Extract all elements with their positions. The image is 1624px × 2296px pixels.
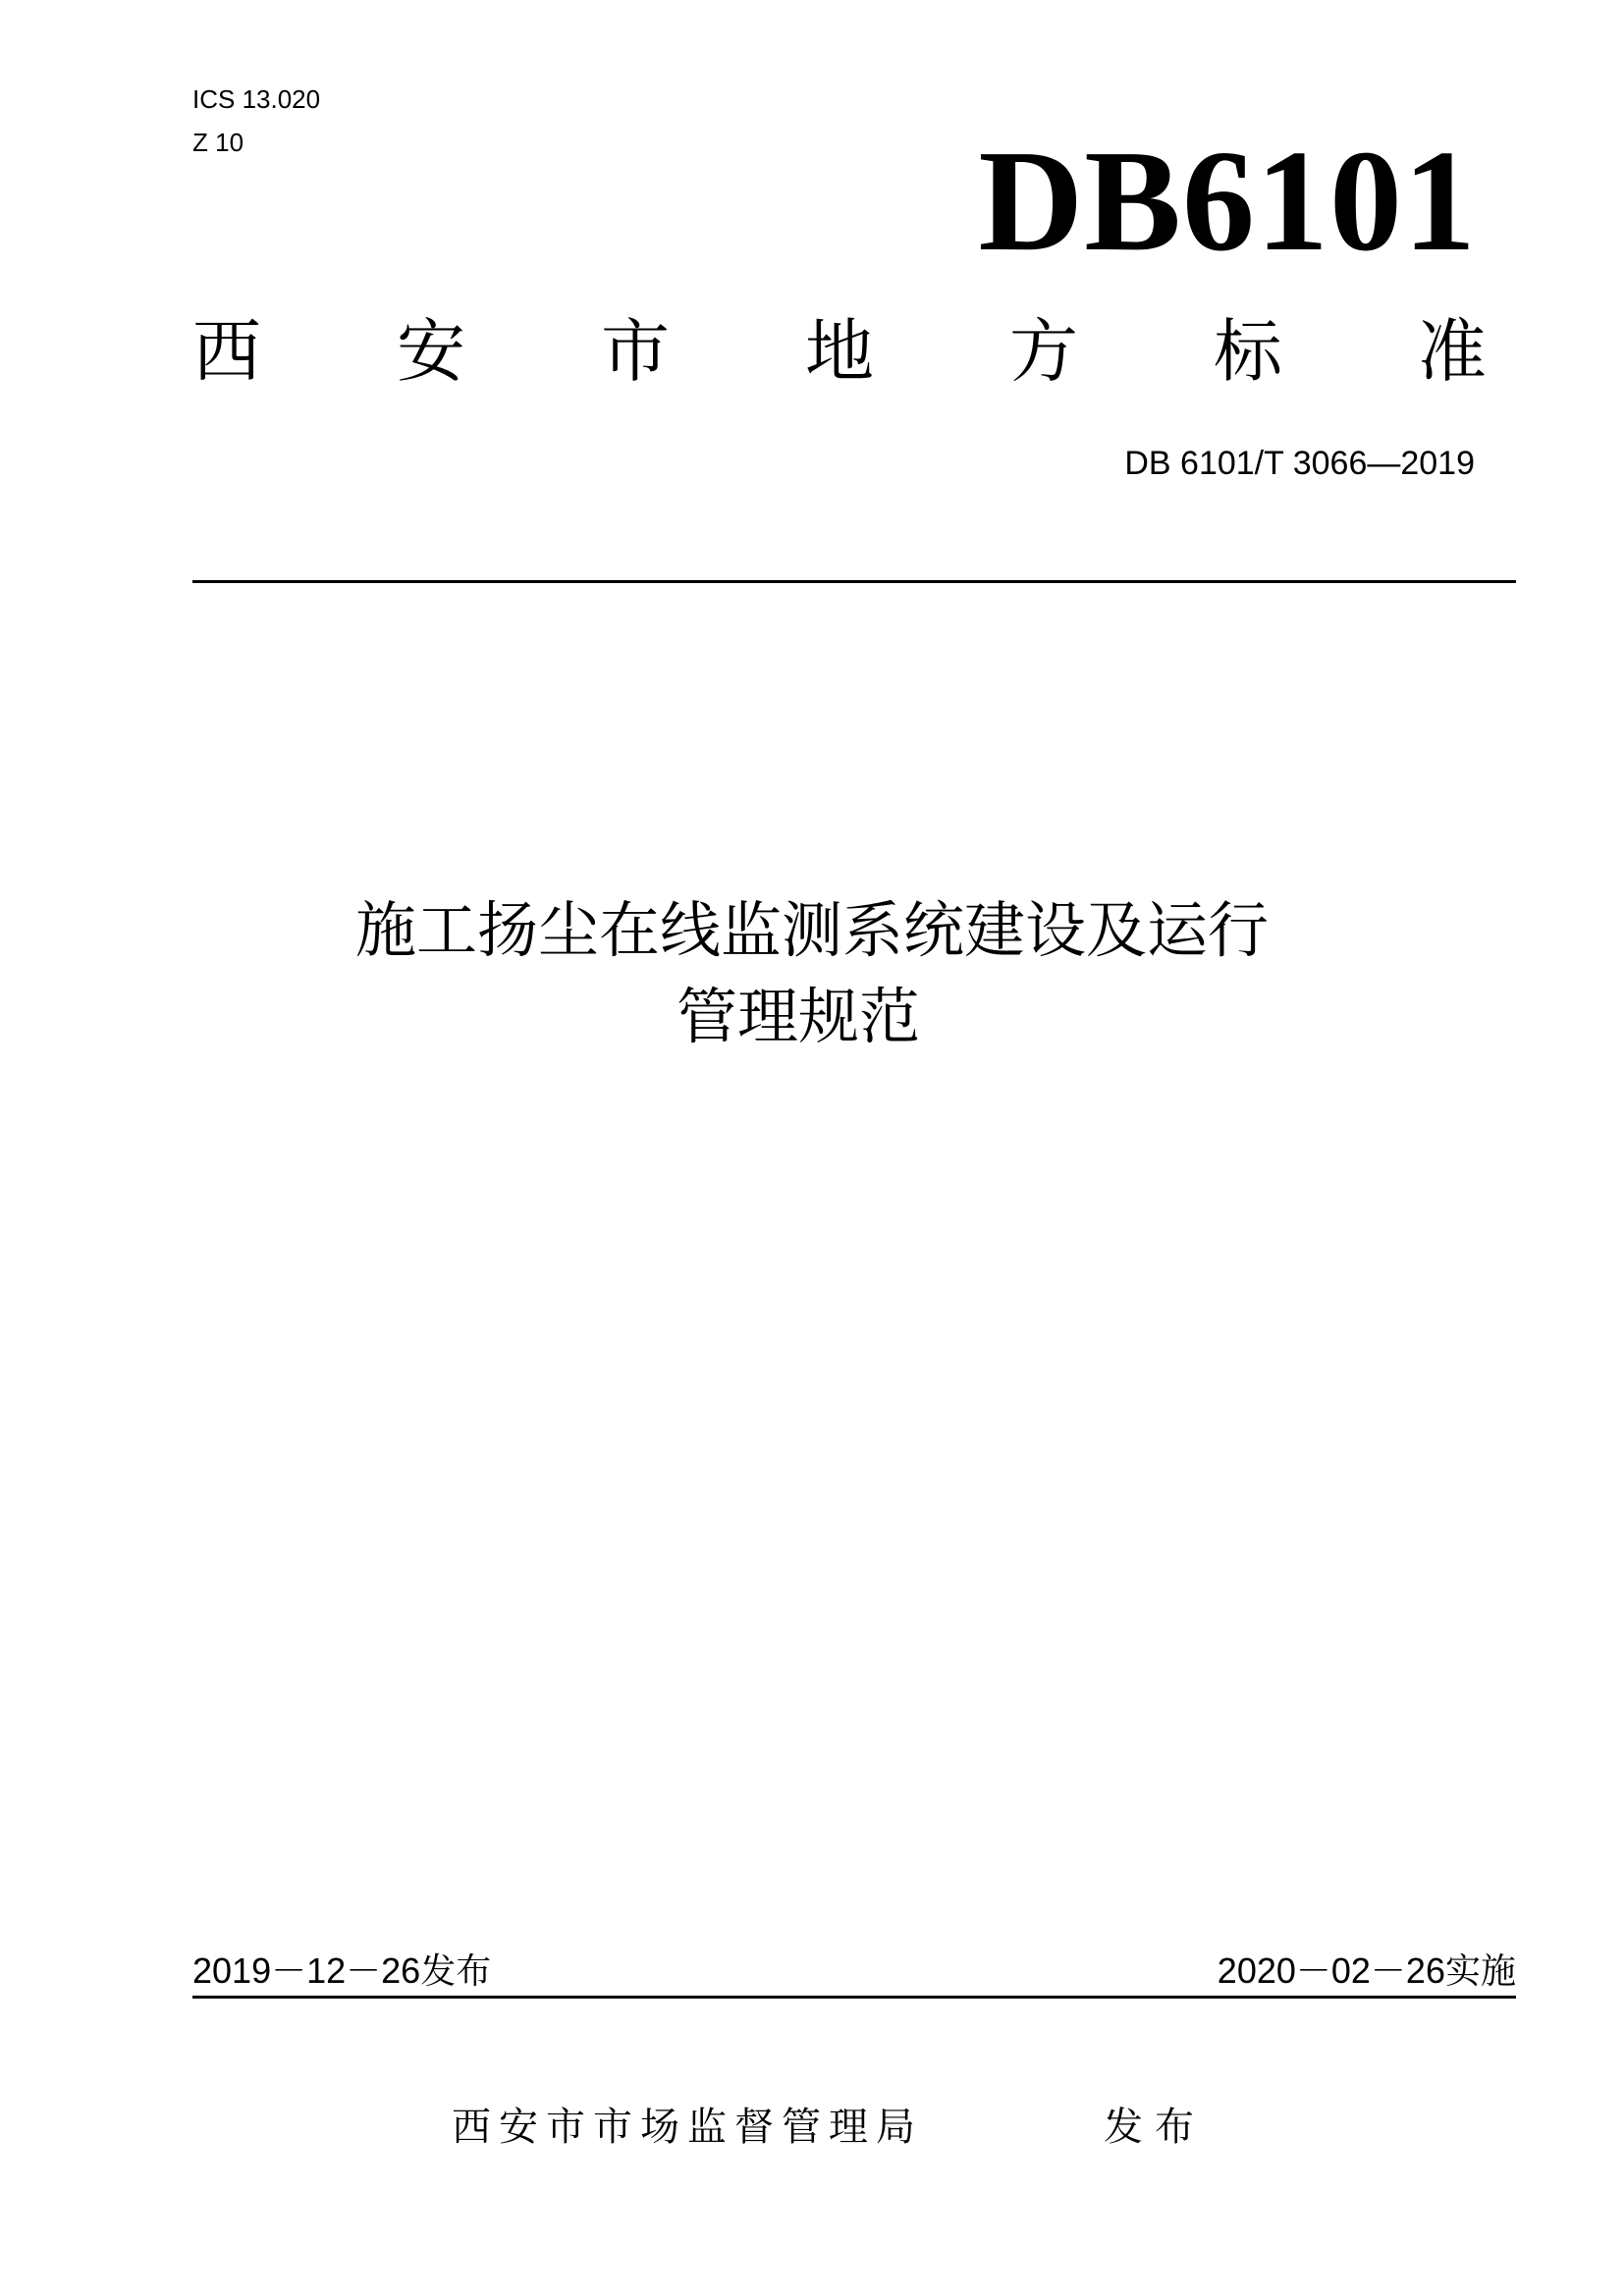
standard-type-char: 方 <box>1009 311 1078 392</box>
document-title-line-2: 管理规范 <box>676 981 920 1052</box>
issued-label: 发布 <box>420 1951 492 1992</box>
publisher-name: 西安市市场监督管理局 <box>452 2105 923 2150</box>
bottom-divider <box>192 1996 1516 1999</box>
standard-type-heading <box>192 312 1487 391</box>
classification-code: Z 10 <box>192 128 244 157</box>
ics-code: ICS 13.020 <box>192 84 321 114</box>
db-logo: DB6101 <box>978 121 1477 282</box>
publish-label: 发布 <box>1104 2105 1206 2150</box>
effective-label: 实施 <box>1444 1951 1516 1992</box>
standard-type-char: 市 <box>601 311 670 392</box>
standard-number: DB 6101/T 3066—2019 <box>1124 445 1475 482</box>
standard-type-char: 地 <box>805 311 874 392</box>
document-title-line-1: 施工扬尘在线监测系统建设及运行 <box>354 894 1269 966</box>
standard-type-char: 标 <box>1214 311 1282 392</box>
effective-date-block <box>1218 1949 1516 1994</box>
standard-type-char: 准 <box>1418 311 1487 392</box>
issued-date-block <box>192 1949 491 1994</box>
standard-type-char: 安 <box>397 311 465 392</box>
effective-date: 2020－02－26 <box>1217 1950 1445 1991</box>
top-divider <box>192 580 1516 583</box>
standard-type-char: 西 <box>192 311 261 392</box>
issued-date: 2019－12－26 <box>192 1950 421 1991</box>
